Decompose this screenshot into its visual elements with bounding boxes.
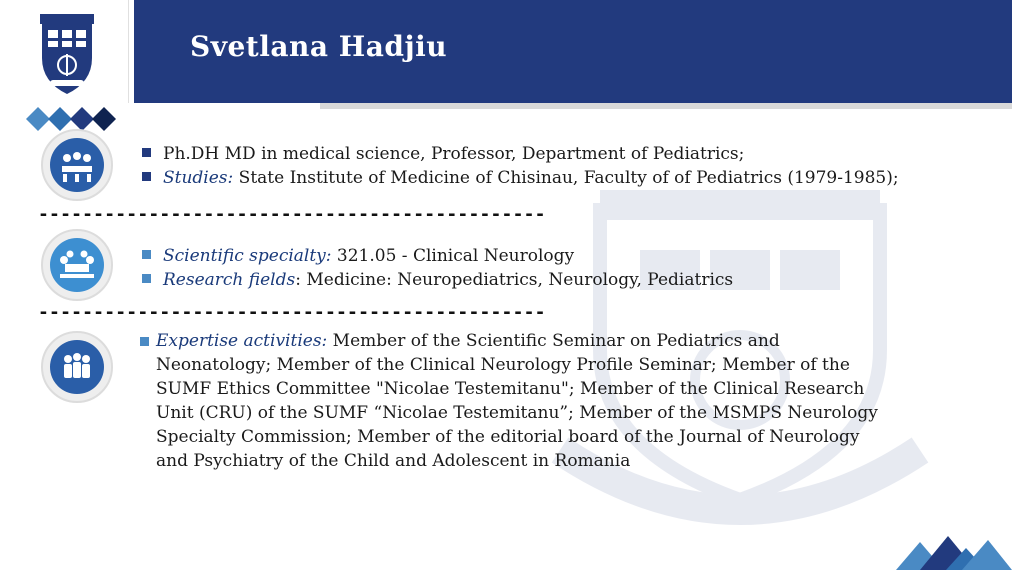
header-shadow (320, 103, 1012, 109)
bullet-square (140, 337, 149, 346)
expertise-text: Member of the Scientific Seminar on Pediatrics and Neonatology; Member of the Clinical Neurology Profile Seminar; Member of the SUMF Ethics Committee "Nicolae Testemitanu"; Member of the Clinical Research Unit (CRU) of the SUMF “Nicolae Testemitanu”; Member of the MSMPS Neurology Specialty Commission; Member of the editorial board of the Journal of Neurology and Psychiatry of the Child and Adolescent in Romania (156, 331, 878, 471)
degree-line (142, 142, 744, 166)
bullet-square (142, 172, 151, 181)
university-crest-logo (38, 10, 96, 96)
expertise-label: Expertise activities: (156, 331, 328, 351)
specialty-text: 321.05 - Clinical Neurology (331, 246, 575, 266)
bullet-square (142, 148, 151, 157)
expertise-paragraph (156, 329, 896, 473)
conference-icon (40, 228, 114, 302)
degree-text: Ph.DH MD in medical science, Professor, Department of Pediatrics; (163, 144, 745, 164)
divider: ---------------------------------------------- (38, 204, 546, 225)
corner-decoration (890, 510, 1012, 570)
specialty-line (142, 244, 574, 268)
logo-panel (0, 0, 129, 103)
studies-line (142, 166, 899, 190)
studies-text: State Institute of Medicine of Chisinau, Faculty of of Pediatrics (1979-1985); (233, 168, 899, 188)
bullet-square (142, 274, 151, 283)
research-label: Research fields (163, 270, 296, 290)
team-meeting-icon (40, 128, 114, 202)
research-line (142, 268, 733, 292)
bullet-square (142, 250, 151, 259)
page-title: Svetlana Hadjiu (190, 30, 448, 63)
specialty-label: Scientific specialty: (163, 246, 332, 266)
studies-label: Studies: (163, 168, 234, 188)
divider: ---------------------------------------------- (38, 302, 546, 323)
group-people-icon (40, 330, 114, 404)
research-text: : Medicine: Neuropediatrics, Neurology, Pediatrics (295, 270, 734, 290)
